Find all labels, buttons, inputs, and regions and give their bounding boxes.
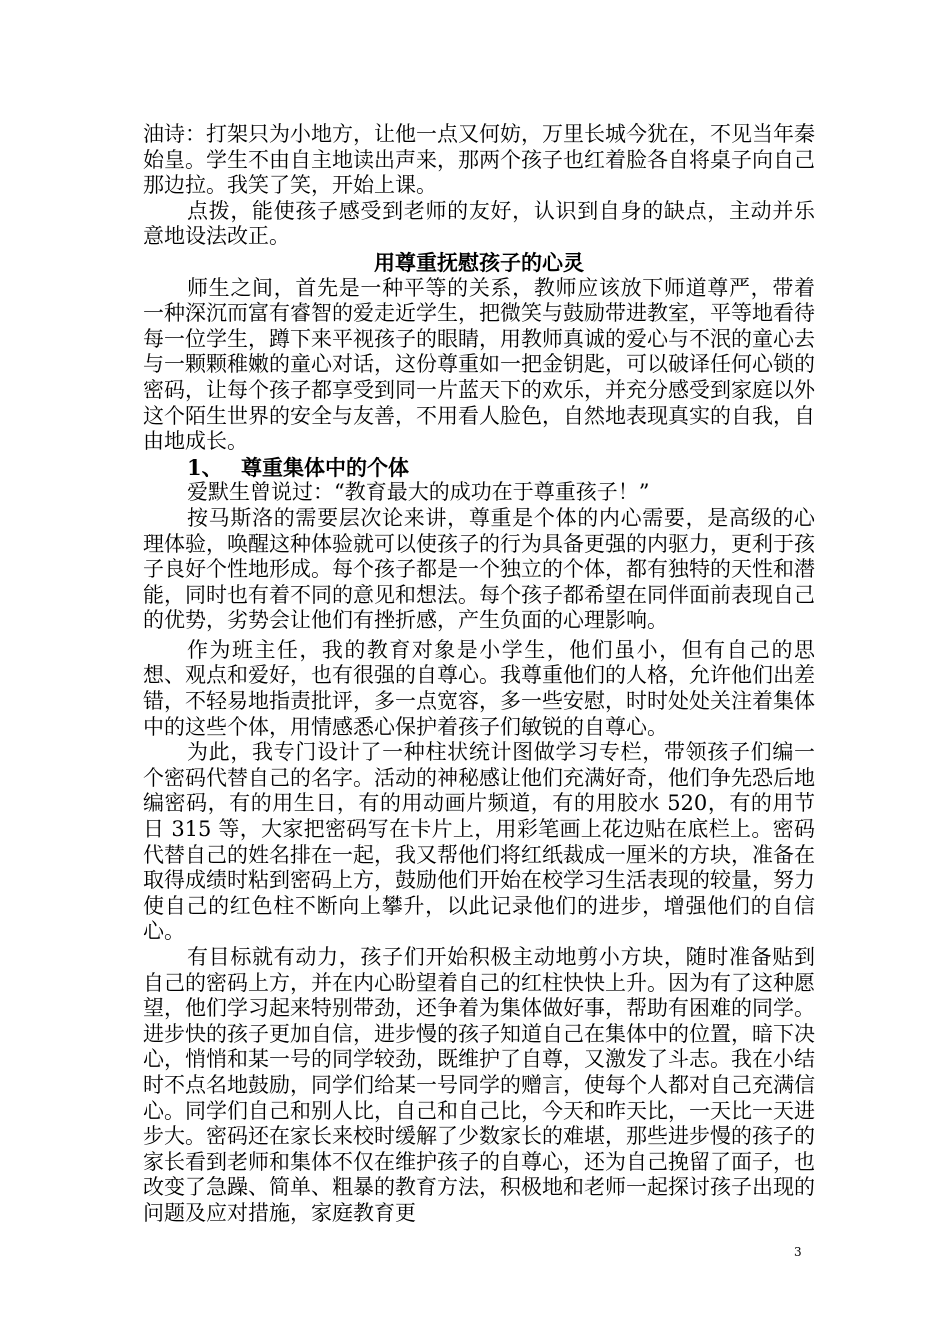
page-number: 3 xyxy=(794,1245,802,1259)
subheading-text: 尊重集体中的个体 xyxy=(241,454,409,480)
paragraph-quote: 爱默生曾说过：“教育最大的成功在于尊重孩子！” xyxy=(187,480,650,505)
paragraph-continued: 油诗：打架只为小地方，让他一点又何妨，万里长城今犹在，不见当年秦始皇。学生不由自主地读出声来，那两个孩子也红着脸各自将桌子向自己那边拉。我笑了笑，开始上课。 xyxy=(143,122,815,198)
paragraph-teacher-role: 作为班主任，我的教育对象是小学生，他们虽小，但有自己的思想、观点和爱好，也有很强的自尊心。我尊重他们的人格，允许他们出差错，不轻易地指责批评，多一点宽容，多一些安慰，时时处处关注着集体中的这些个体，用情感悉心保护着孩子们敏锐的自尊心。 xyxy=(143,637,815,739)
paragraph-motivation: 有目标就有动力，孩子们开始积极主动地剪小方块，随时准备贴到自己的密码上方，并在内心盼望着自己的红柱快快上升。因为有了这种愿望，他们学习起来特别带劲，还争着为集体做好事，帮助有困难的同学。进步快的孩子更加自信，进步慢的孩子知道自己在集体中的位置，暗下决心，悄悄和某一号的同学较劲，既维护了自尊，又激发了斗志。我在小结时不点名地鼓励，同学们给某一号同学的赠言，使每个人都对自己充满信心。同学们自己和别人比，自己和自己比，今天和昨天比，一天比一天进步大。密码还在家长来校时缓解了少数家长的难堪，那些进步慢的孩子的家长看到老师和集体不仅在维护孩子的自尊心，还为自己挽留了面子，也改变了急躁、简单、粗暴的教育方法，积极地和老师一起探讨孩子出现的问题及应对措施，家庭教育更 xyxy=(143,945,815,1225)
paragraph-maslow: 按马斯洛的需要层次论来讲，尊重是个体的内心需要，是高级的心理体验，唤醒这种体验就可以使孩子的行为具备更强的内驱力，更利于孩子良好个性地形成。每个孩子都是一个独立的个体，都有独特的天性和潜能，同时也有着不同的意见和想法。每个孩子都希望在同伴面前表现自己的优势，劣势会让他们有挫折感，产生负面的心理影响。 xyxy=(143,505,815,633)
document-page xyxy=(143,122,815,1227)
paragraph-intro: 师生之间，首先是一种平等的关系，教师应该放下师道尊严，带着一种深沉而富有睿智的爱走近学生，把微笑与鼓励带进教室，平等地看待每一位学生，蹲下来平视孩子的眼睛，用教师真诚的爱心与不泯的童心去与一颗颗稚嫩的童心对话，这份尊重如一把金钥匙，可以破译任何心锁的密码，让每个孩子都享受到同一片蓝天下的欢乐，并充分感受到家庭以外这个陌生世界的安全与友善，不用看人脸色，自然地表现真实的自我，自由地成长。 xyxy=(143,275,815,454)
section-title: 用尊重抚慰孩子的心灵 xyxy=(374,249,584,275)
paragraph-password-chart: 为此，我专门设计了一种柱状统计图做学习专栏，带领孩子们编一个密码代替自己的名字。活动的神秘感让他们充满好奇，他们争先恐后地编密码，有的用生日，有的用动画片频道，有的用胶水 520，有的用节日 315 等，大家把密码写在卡片上，用彩笔画上花边贴在底栏上。密码代替自己的姓名排在一起，我又帮他们将红纸裁成一厘米的方块，准备在取得成绩时粘到密码上方，鼓励他们开始在校学习生活表现的较量，努力使自己的红色柱不断向上攀升，以此记录他们的进步，增强他们的自信心。 xyxy=(143,740,815,944)
subheading xyxy=(143,455,815,481)
subheading-number: 1、 xyxy=(187,454,223,480)
paragraph-guidance: 点拨，能使孩子感受到老师的友好，认识到自身的缺点，主动并乐意地设法改正。 xyxy=(143,198,815,249)
